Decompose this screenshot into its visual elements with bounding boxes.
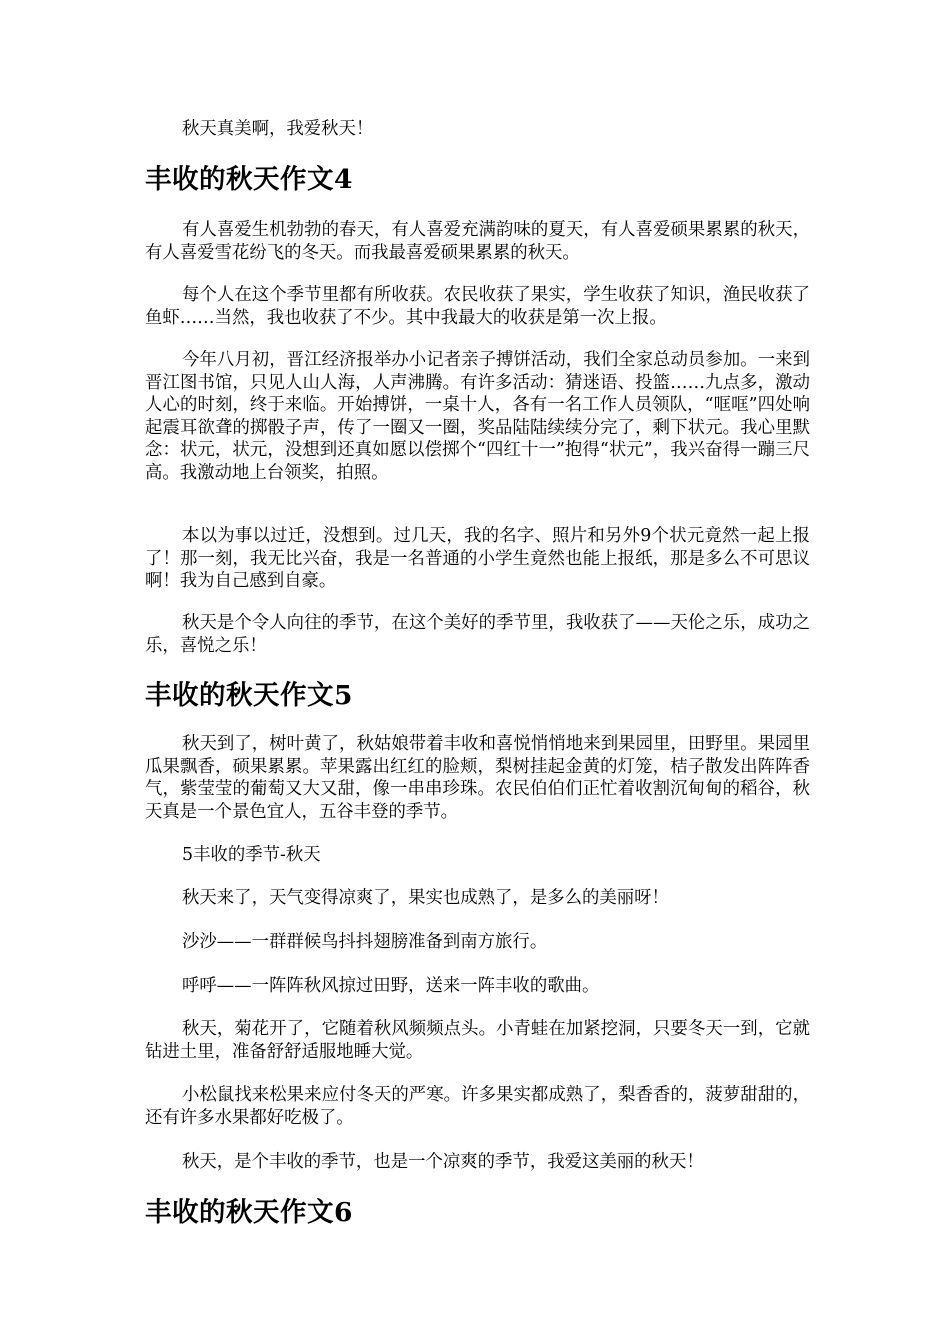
paragraph: 小松鼠找来松果来应付冬天的严寒。许多果实都成熟了，梨香香的，菠萝甜甜的，还有许多水果都好吃极了。 xyxy=(145,1085,810,1128)
section-heading-5: 丰收的秋天作文5 xyxy=(145,680,353,711)
paragraph: 秋天，是个丰收的季节，也是一个凉爽的季节，我爱这美丽的秋天！ xyxy=(182,1152,704,1172)
section-heading-4: 丰收的秋天作文4 xyxy=(145,164,353,195)
section-heading-6: 丰收的秋天作文6 xyxy=(145,1197,353,1228)
paragraph: 今年八月初，晋江经济报举办小记者亲子搏饼活动，我们全家总动员参加。一来到晋江图书馆，只见人山人海，人声沸腾。有许多活动：猜迷语、投篮……九点多，激动人心的时刻，终于来临。开始搏饼，一桌十人，各有一名工作人员领队，“哐哐”四处响起震耳欲聋的掷骰子声，传了一圈又一圈，奖品陆陆续续分完了，剩下状元。我心里默念：状元，状元，没想到还真如愿以偿掷个“四红十一”抱得“状元”，我兴奋得一蹦三尺高。我激动地上台领奖，拍照。 xyxy=(145,350,810,483)
paragraph: 秋天，菊花开了，它随着秋风频频点头。小青蛙在加紧挖洞，只要冬天一到，它就钻进土里，准备舒舒适服地睡大觉。 xyxy=(145,1019,810,1062)
paragraph: 秋天是个令人向往的季节，在这个美好的季节里，我收获了——天伦之乐，成功之乐，喜悦之乐！ xyxy=(145,613,810,656)
paragraph: 秋天到了，树叶黄了，秋姑娘带着丰收和喜悦悄悄地来到果园里，田野里。果园里瓜果飘香，硕果累累。苹果露出红红的脸颊，梨树挂起金黄的灯笼，桔子散发出阵阵香气，紫莹莹的葡萄又大又甜，像一串串珍珠。农民伯伯们正忙着收割沉甸甸的稻谷，秋天真是一个景色宜人，五谷丰登的季节。 xyxy=(145,734,810,822)
paragraph: 沙沙——一群群候鸟抖抖翅膀准备到南方旅行。 xyxy=(182,932,548,952)
paragraph: 5丰收的季节-秋天 xyxy=(182,845,321,865)
paragraph: 本以为事以过迁，没想到。过几天，我的名字、照片和另外9个状元竟然一起上报了！那一刻，我无比兴奋，我是一名普通的小学生竟然也能上报纸，那是多么不可思议啊！我为自己感到自豪。 xyxy=(145,526,810,591)
paragraph: 秋天来了，天气变得凉爽了，果实也成熟了，是多么的美丽呀！ xyxy=(182,888,669,908)
paragraph: 每个人在这个季节里都有所收获。农民收获了果实，学生收获了知识，渔民收获了鱼虾……当然，我也收获了不少。其中我最大的收获是第一次上报。 xyxy=(145,285,810,328)
paragraph: 呼呼——一阵阵秋风掠过田野，送来一阵丰收的歌曲。 xyxy=(182,976,600,996)
paragraph: 秋天真美啊，我爱秋天！ xyxy=(182,119,374,139)
paragraph: 有人喜爱生机勃勃的春天，有人喜爱充满韵味的夏天，有人喜爱硕果累累的秋天，有人喜爱雪花纷飞的冬天。而我最喜爱硕果累累的秋天。 xyxy=(145,220,810,263)
